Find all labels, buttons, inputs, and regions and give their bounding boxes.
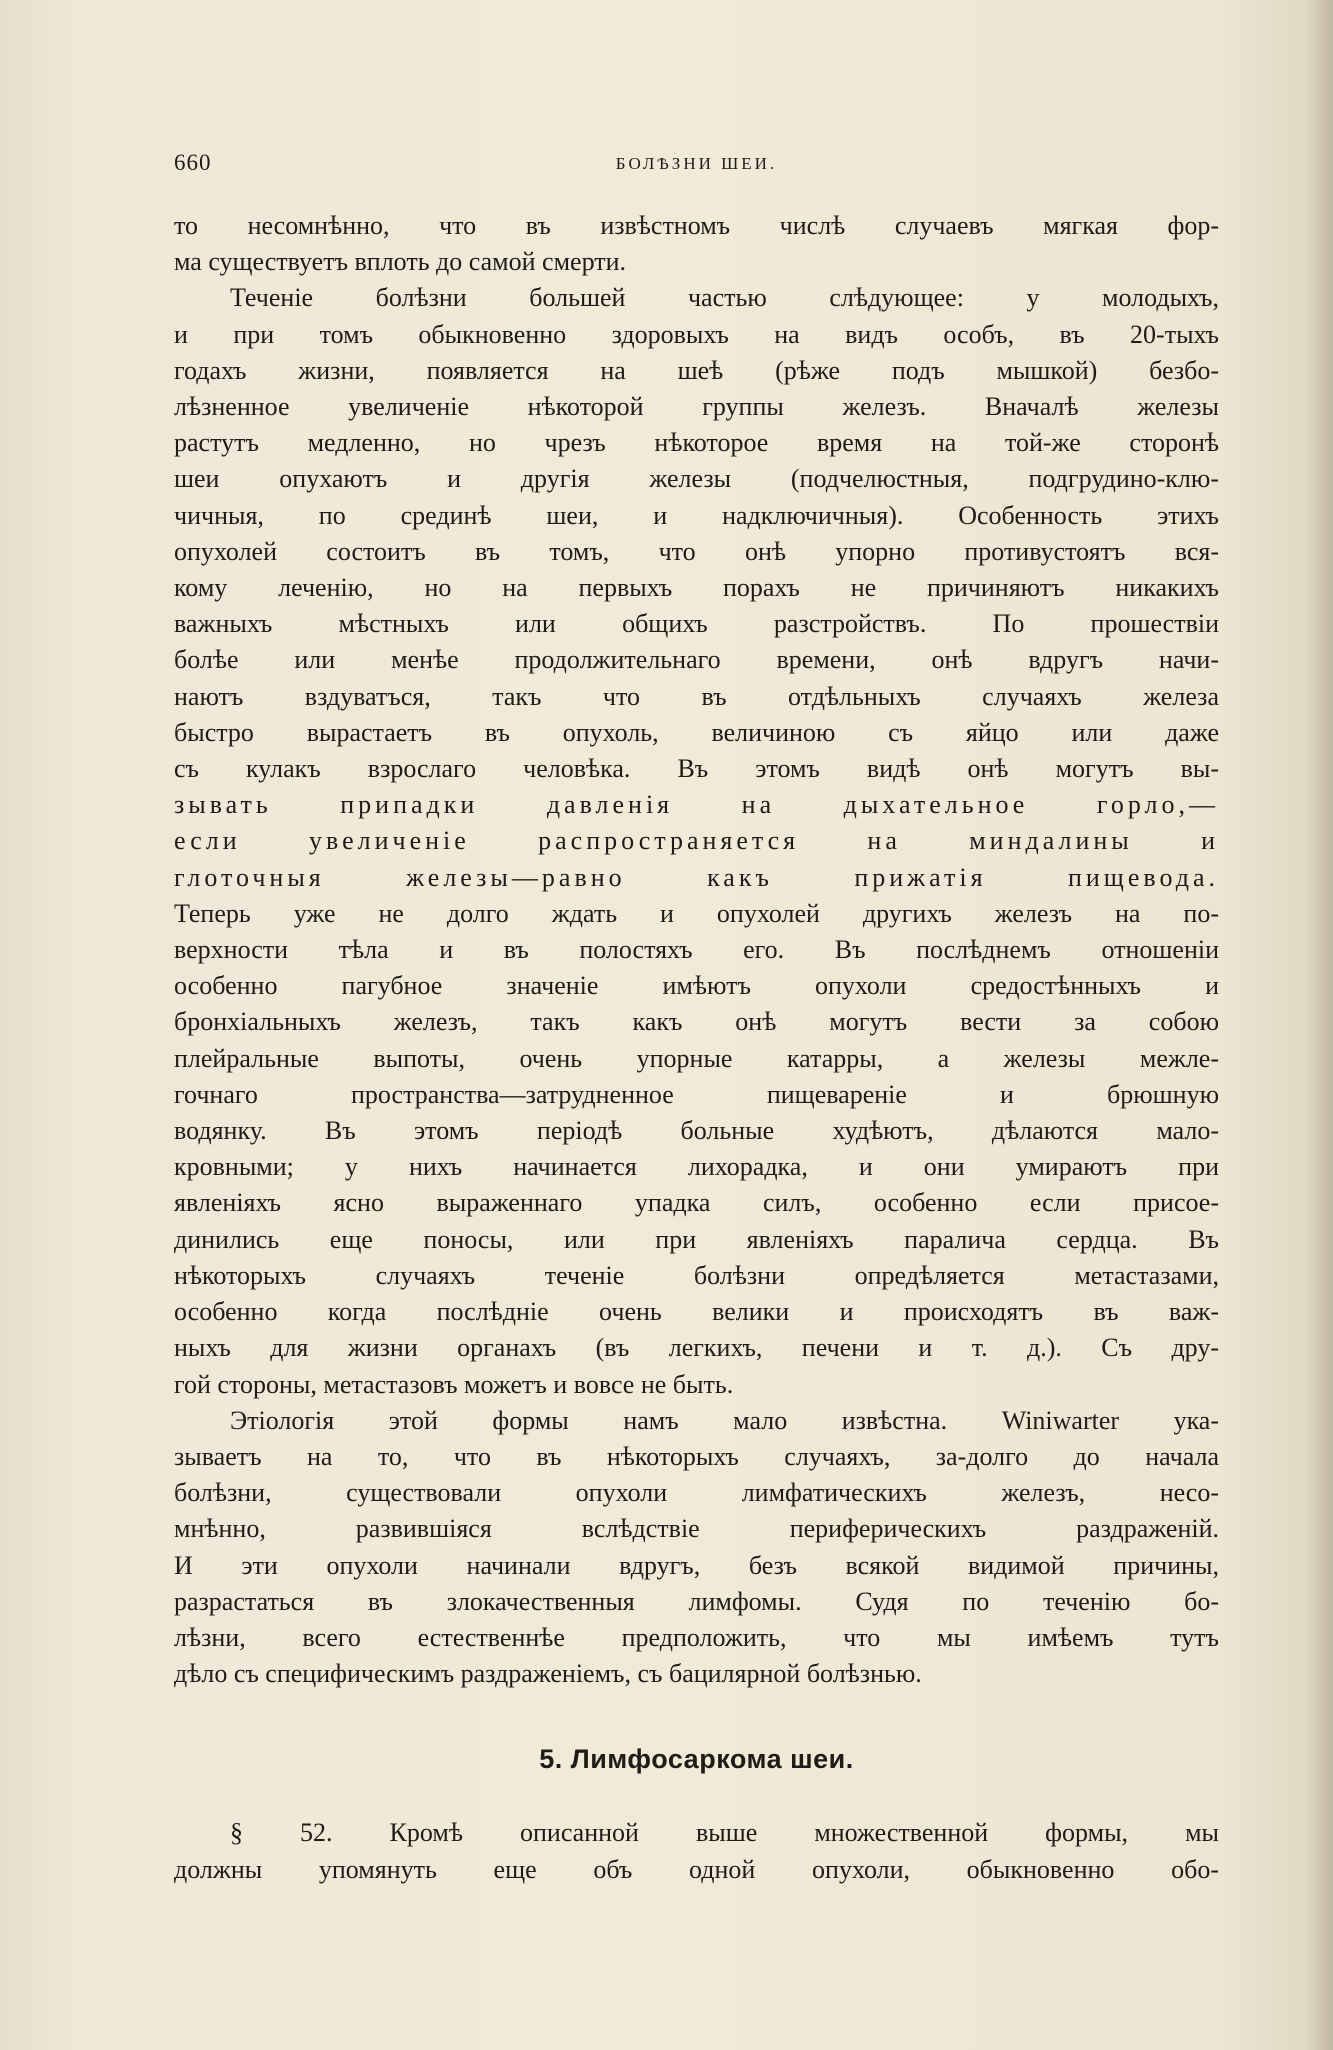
text-line: гой стороны, метастазовъ можетъ и вовсе не быть. xyxy=(174,1369,734,1399)
text-line: растутъ медленно, но чрезъ нѣкоторое время на той-же сторонѣ xyxy=(174,428,1219,458)
text-line: годахъ жизни, появляется на шеѣ (рѣже подъ мышкой) безбо- xyxy=(174,355,1219,385)
text-line: И эти опухоли начинали вдругъ, безъ всякой видимой причины, xyxy=(174,1550,1219,1580)
text-line: опухолей состоитъ въ томъ, что онѣ упорно противустоятъ вся- xyxy=(174,536,1219,566)
text-line-spaced: глоточныя железы—равно какъ прижатія пищевода. xyxy=(174,862,1219,892)
text-line-spaced: зывать припадки давленія на дыхательное горло,— xyxy=(174,790,1219,820)
text-line: ма существуетъ вплоть до самой смерти. xyxy=(174,247,627,277)
paragraph-1 xyxy=(174,208,1219,280)
text-line: Теченіе болѣзни большей частью слѣдующее: у молодыхъ, xyxy=(230,283,1219,313)
page-number: 660 xyxy=(174,150,212,175)
text-line-spaced: если увеличеніе распространяется на миндалины и xyxy=(174,826,1219,856)
page-edge-shadow xyxy=(1305,0,1333,2050)
text-line: мнѣнно, развившіяся вслѣдствіе периферическихъ раздраженій. xyxy=(174,1514,1219,1544)
text-line: разрастаться въ злокачественныя лимфомы. Судя по теченію бо- xyxy=(174,1586,1219,1616)
body-text xyxy=(174,208,1219,1888)
text-line: зываетъ на то, что въ нѣкоторыхъ случаяхъ, за-долго до начала xyxy=(174,1441,1219,1471)
text-line: болѣзни, существовали опухоли лимфатическихъ железъ, несо- xyxy=(174,1478,1219,1508)
paragraph-2 xyxy=(174,280,1219,1402)
text-line: быстро вырастаетъ въ опухоль, величиною съ яйцо или даже xyxy=(174,717,1219,747)
text-line: плейральные выпоты, очень упорные катарры, а железы межле- xyxy=(174,1043,1219,1073)
text-line: гочнаго пространства—затрудненное пищевареніе и брюшную xyxy=(174,1079,1219,1109)
text-line: ныхъ для жизни органахъ (въ легкихъ, печени и т. д.). Съ дру- xyxy=(174,1333,1219,1363)
text-line: динились еще поносы, или при явленіяхъ паралича сердца. Въ xyxy=(174,1224,1219,1254)
text-line: § 52. Кромѣ описанной выше множественной формы, мы xyxy=(230,1818,1219,1848)
page-header xyxy=(174,150,1219,186)
text-line: дѣло съ специфическимъ раздраженіемъ, съ бацилярной болѣзнью. xyxy=(174,1659,922,1689)
text-line: кровными; у нихъ начинается лихорадка, и они умираютъ при xyxy=(174,1152,1219,1182)
paragraph-3 xyxy=(174,1403,1219,1693)
text-line: лѣзни, всего естественнѣе предположить, что мы имѣемъ тутъ xyxy=(174,1622,1219,1652)
text-line: наютъ вздуватъся, такъ что въ отдѣльныхъ случаяхъ железа xyxy=(174,681,1219,711)
text-line: должны упомянуть еще объ одной опухоли, обыкновенно обо- xyxy=(174,1854,1219,1884)
text-line: водянку. Въ этомъ періодѣ больные худѣютъ, дѣлаются мало- xyxy=(174,1116,1219,1146)
text-line: Этіологія этой формы намъ мало извѣстна. Winiwarter ука- xyxy=(230,1405,1219,1435)
text-line: съ кулакъ взрослаго человѣка. Въ этомъ видѣ онѣ могутъ вы- xyxy=(174,754,1219,784)
text-line: болѣе или менѣе продолжительнаго времени, онѣ вдругъ начи- xyxy=(174,645,1219,675)
text-line: особенно пагубное значеніе имѣютъ опухоли средостѣнныхъ и xyxy=(174,971,1219,1001)
text-line: то несомнѣнно, что въ извѣстномъ числѣ случаевъ мягкая фор- xyxy=(174,211,1219,240)
text-line: и при томъ обыкновенно здоровыхъ на видъ особъ, въ 20-тыхъ xyxy=(174,319,1219,349)
text-line: явленіяхъ ясно выраженнаго упадка силъ, особенно если присое- xyxy=(174,1188,1219,1218)
text-line: шеи опухаютъ и другія железы (подчелюстныя, подгрудино-клю- xyxy=(174,464,1219,494)
paragraph-4 xyxy=(174,1815,1219,1887)
text-line: чичныя, по срединѣ шеи, и надключичныя). Особенность этихъ xyxy=(174,500,1219,530)
text-line: важныхъ мѣстныхъ или общихъ разстройствъ. По прошествіи xyxy=(174,609,1219,639)
text-line: кому леченію, но на первыхъ порахъ не причиняютъ никакихъ xyxy=(174,573,1219,603)
text-line: Теперь уже не долго ждать и опухолей другихъ железъ на по- xyxy=(174,898,1219,928)
section-heading: 5. Лимфосаркома шеи. xyxy=(539,1744,854,1775)
text-line: лѣзненное увеличеніе нѣкоторой группы железъ. Вначалѣ железы xyxy=(174,392,1219,422)
text-line: нѣкоторыхъ случаяхъ теченіе болѣзни опредѣляется метастазами, xyxy=(174,1260,1219,1290)
running-title: БОЛѢЗНИ ШЕИ. xyxy=(615,154,778,173)
text-line: особенно когда послѣдніе очень велики и происходятъ въ важ- xyxy=(174,1297,1219,1327)
text-line: бронхіальныхъ железъ, такъ какъ онѣ могутъ вести за собою xyxy=(174,1007,1219,1037)
text-line: верхности тѣла и въ полостяхъ его. Въ послѣднемъ отношеніи xyxy=(174,935,1219,965)
